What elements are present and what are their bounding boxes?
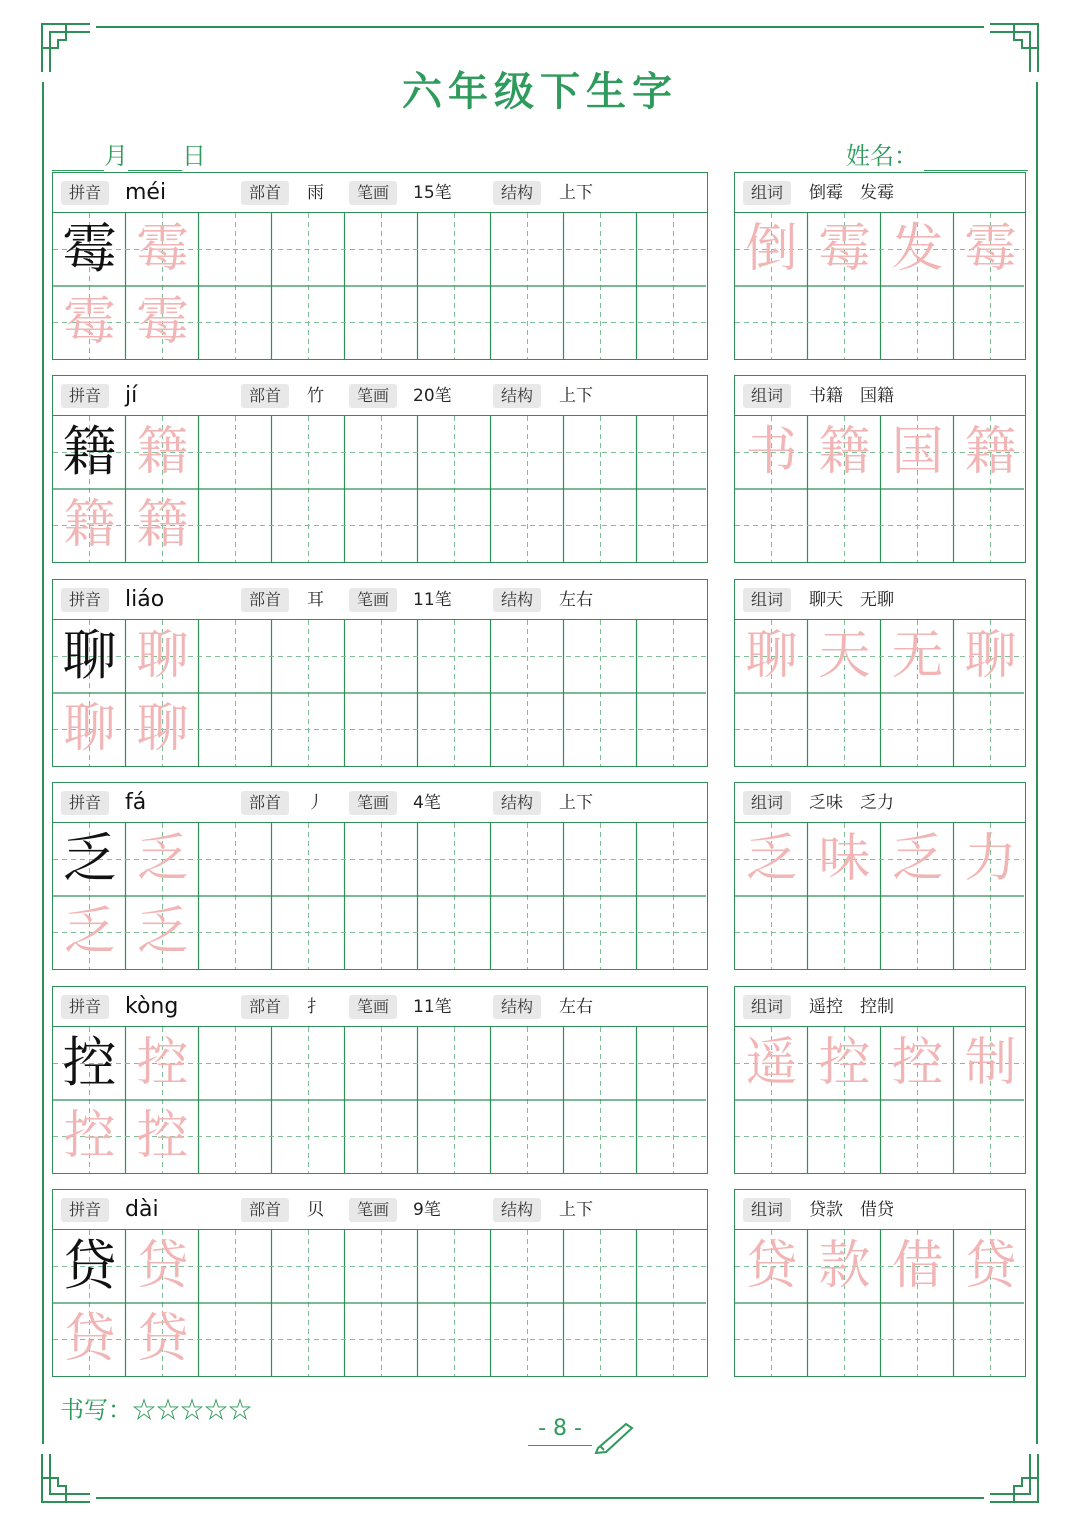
word-trace-character: 控 — [818, 1033, 871, 1093]
corner-ornament-bottom-right — [990, 1454, 1042, 1506]
word-trace-character: 借 — [891, 1236, 944, 1296]
char-practice-block — [52, 375, 708, 563]
model-character: 聊 — [62, 624, 117, 687]
words-label: 组词 — [743, 995, 791, 1019]
char-info-row — [53, 783, 707, 823]
rating-stars[interactable]: ☆☆☆☆☆ — [132, 1396, 252, 1424]
words-value: 聊天 无聊 — [809, 590, 894, 610]
trace-character: 聊 — [136, 699, 189, 759]
structure-value: 上下 — [559, 1200, 593, 1220]
trace-character: 乏 — [136, 829, 189, 889]
word-trace-character: 聊 — [964, 626, 1017, 686]
word-practice-block — [734, 579, 1026, 767]
pinyin-label: 拼音 — [61, 995, 109, 1019]
trace-character: 控 — [63, 1106, 116, 1166]
day-label: 日 — [182, 142, 206, 170]
model-character: 控 — [62, 1031, 117, 1094]
radical-label: 部首 — [241, 384, 289, 408]
radical-label: 部首 — [241, 588, 289, 612]
word-info-row — [735, 376, 1025, 416]
word-trace-character: 书 — [745, 422, 798, 482]
word-trace-character: 贷 — [964, 1236, 1017, 1296]
pinyin-value: liáo — [125, 587, 165, 612]
structure-label: 结构 — [493, 588, 541, 612]
month-label: 月 — [104, 142, 128, 170]
trace-character: 籍 — [136, 495, 189, 555]
char-info-row — [53, 987, 707, 1027]
trace-character: 乏 — [136, 902, 189, 962]
word-info-row — [735, 173, 1025, 213]
page-number: - 8 - — [528, 1416, 592, 1446]
radical-value: 耳 — [307, 590, 324, 610]
structure-value: 左右 — [559, 997, 593, 1017]
strokes-label: 笔画 — [349, 181, 397, 205]
structure-label: 结构 — [493, 995, 541, 1019]
model-character: 乏 — [62, 827, 117, 890]
word-trace-character: 款 — [818, 1236, 871, 1296]
strokes-value: 20笔 — [413, 386, 452, 406]
trace-character: 聊 — [63, 699, 116, 759]
word-info-row — [735, 783, 1025, 823]
word-trace-character: 霉 — [818, 219, 871, 279]
pinyin-value: jí — [125, 383, 138, 408]
trace-character: 籍 — [136, 422, 189, 482]
word-trace-character: 发 — [891, 219, 944, 279]
name-label: 姓名： — [846, 142, 918, 170]
trace-character: 控 — [136, 1033, 189, 1093]
word-trace-character: 乏 — [745, 829, 798, 889]
radical-label: 部首 — [241, 995, 289, 1019]
structure-value: 上下 — [559, 793, 593, 813]
strokes-value: 11笔 — [413, 590, 452, 610]
trace-character: 贷 — [136, 1236, 189, 1296]
structure-label: 结构 — [493, 181, 541, 205]
structure-label: 结构 — [493, 384, 541, 408]
structure-value: 上下 — [559, 386, 593, 406]
words-label: 组词 — [743, 791, 791, 815]
structure-value: 左右 — [559, 590, 593, 610]
model-character: 霉 — [62, 217, 117, 280]
radical-label: 部首 — [241, 181, 289, 205]
strokes-label: 笔画 — [349, 791, 397, 815]
word-info-row — [735, 580, 1025, 620]
words-label: 组词 — [743, 1198, 791, 1222]
strokes-value: 9笔 — [413, 1200, 441, 1220]
words-value: 书籍 国籍 — [809, 386, 894, 406]
handwriting-rating — [60, 1390, 252, 1425]
strokes-label: 笔画 — [349, 588, 397, 612]
strokes-value: 15笔 — [413, 183, 452, 203]
word-trace-character: 籍 — [964, 422, 1017, 482]
structure-value: 上下 — [559, 183, 593, 203]
pinyin-label: 拼音 — [61, 791, 109, 815]
word-practice-block — [734, 375, 1026, 563]
frame-bottom — [96, 1497, 984, 1499]
word-trace-character: 聊 — [745, 626, 798, 686]
word-info-row — [735, 987, 1025, 1027]
char-practice-block — [52, 782, 708, 970]
name-field[interactable] — [846, 136, 1028, 171]
pinyin-label: 拼音 — [61, 1198, 109, 1222]
frame-right — [1036, 82, 1038, 1444]
radical-value: 贝 — [307, 1200, 324, 1220]
word-trace-character: 乏 — [891, 829, 944, 889]
word-trace-character: 国 — [891, 422, 944, 482]
word-practice-block — [734, 782, 1026, 970]
char-info-row — [53, 173, 707, 213]
trace-character: 乏 — [63, 902, 116, 962]
trace-character: 霉 — [63, 292, 116, 352]
strokes-label: 笔画 — [349, 995, 397, 1019]
word-trace-character: 味 — [818, 829, 871, 889]
word-trace-character: 力 — [964, 829, 1017, 889]
trace-character: 霉 — [136, 292, 189, 352]
trace-character: 籍 — [63, 495, 116, 555]
words-label: 组词 — [743, 588, 791, 612]
pinyin-label: 拼音 — [61, 588, 109, 612]
word-trace-character: 籍 — [818, 422, 871, 482]
word-practice-block — [734, 172, 1026, 360]
words-value: 遥控 控制 — [809, 997, 894, 1017]
trace-character: 控 — [136, 1106, 189, 1166]
words-value: 倒霉 发霉 — [809, 183, 894, 203]
words-value: 贷款 借贷 — [809, 1200, 894, 1220]
char-practice-block — [52, 579, 708, 767]
trace-character: 贷 — [63, 1309, 116, 1369]
structure-label: 结构 — [493, 791, 541, 815]
frame-top — [96, 26, 984, 28]
word-trace-character: 天 — [818, 626, 871, 686]
char-info-row — [53, 580, 707, 620]
pinyin-label: 拼音 — [61, 384, 109, 408]
model-character: 贷 — [62, 1234, 117, 1297]
word-trace-character: 制 — [964, 1033, 1017, 1093]
char-practice-block — [52, 1189, 708, 1377]
model-character: 籍 — [62, 420, 117, 483]
words-label: 组词 — [743, 181, 791, 205]
pinyin-value: fá — [125, 790, 147, 815]
strokes-label: 笔画 — [349, 384, 397, 408]
strokes-value: 11笔 — [413, 997, 452, 1017]
radical-label: 部首 — [241, 1198, 289, 1222]
word-practice-block — [734, 986, 1026, 1174]
pinyin-value: méi — [125, 180, 167, 205]
word-trace-character: 倒 — [745, 219, 798, 279]
radical-value: 扌 — [307, 997, 324, 1017]
pinyin-value: kòng — [125, 994, 179, 1019]
radical-value: 竹 — [307, 386, 324, 406]
trace-character: 聊 — [136, 626, 189, 686]
corner-ornament-bottom-left — [38, 1454, 90, 1506]
char-info-row — [53, 376, 707, 416]
word-trace-character: 贷 — [745, 1236, 798, 1296]
page-title: 六年级下生字 — [402, 69, 678, 115]
radical-label: 部首 — [241, 791, 289, 815]
word-trace-character: 控 — [891, 1033, 944, 1093]
radical-value: 雨 — [307, 183, 324, 203]
radical-value: 丿 — [307, 793, 324, 813]
word-practice-block — [734, 1189, 1026, 1377]
char-practice-block — [52, 986, 708, 1174]
pen-icon — [592, 1418, 636, 1454]
word-trace-character: 无 — [891, 626, 944, 686]
words-value: 乏味 乏力 — [809, 793, 894, 813]
structure-label: 结构 — [493, 1198, 541, 1222]
pinyin-value: dài — [125, 1197, 159, 1222]
rating-label: 书写： — [60, 1396, 132, 1424]
word-info-row — [735, 1190, 1025, 1230]
date-field[interactable] — [52, 136, 206, 171]
words-label: 组词 — [743, 384, 791, 408]
word-trace-character: 遥 — [745, 1033, 798, 1093]
char-practice-block — [52, 172, 708, 360]
strokes-label: 笔画 — [349, 1198, 397, 1222]
strokes-value: 4笔 — [413, 793, 441, 813]
pinyin-label: 拼音 — [61, 181, 109, 205]
trace-character: 贷 — [136, 1309, 189, 1369]
frame-left — [42, 82, 44, 1444]
trace-character: 霉 — [136, 219, 189, 279]
char-info-row — [53, 1190, 707, 1230]
word-trace-character: 霉 — [964, 219, 1017, 279]
